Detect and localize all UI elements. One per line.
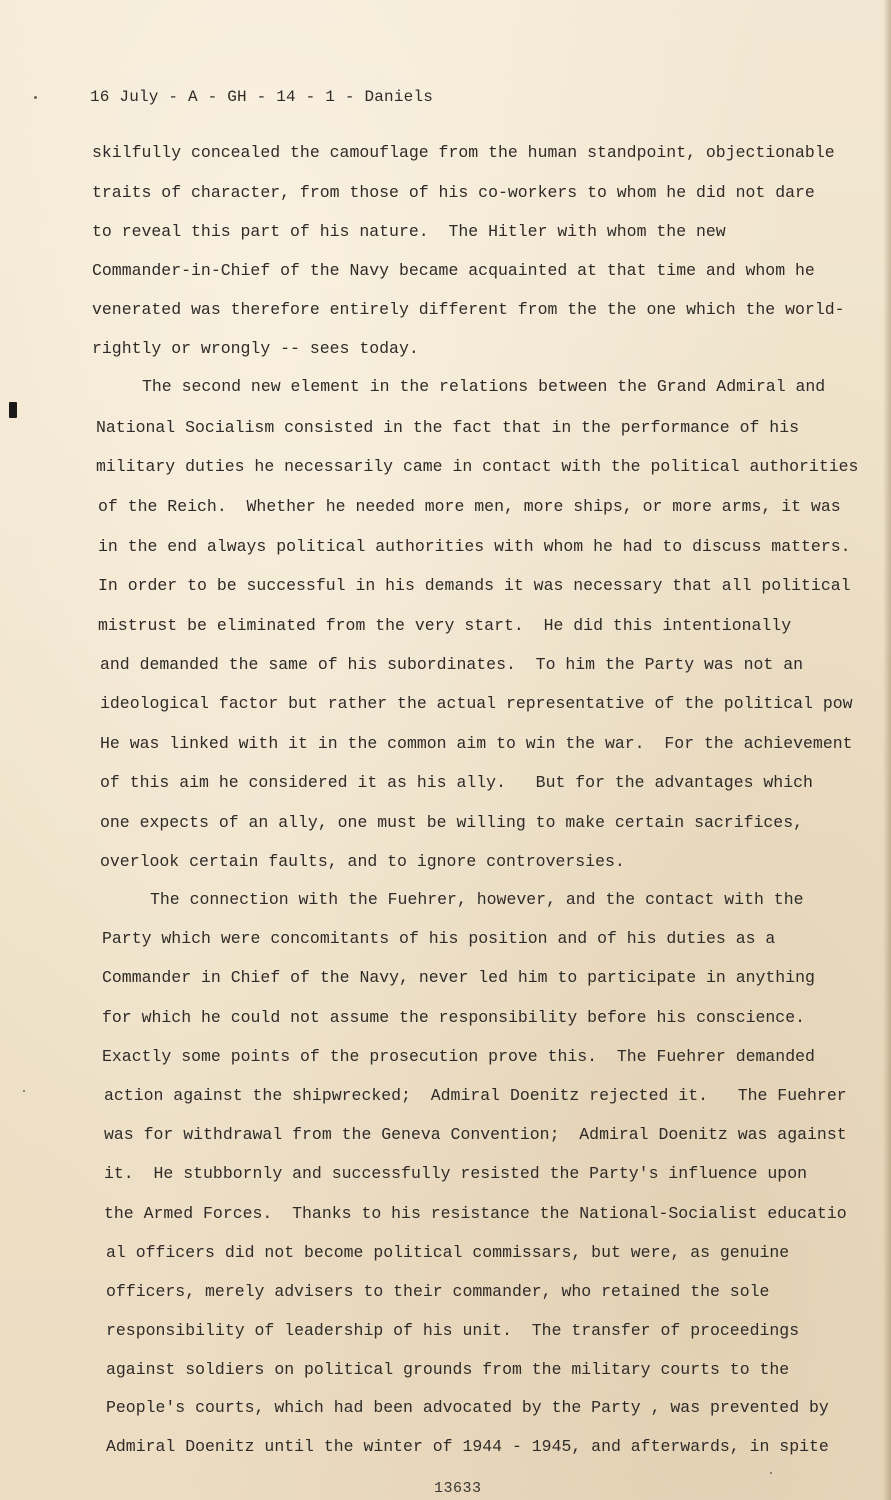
body-line-2: traits of character, from those of his co-workers to whom he did not dare (92, 183, 815, 202)
body-line-25: action against the shipwrecked; Admiral Doenitz rejected it. The Fuehrer (104, 1086, 847, 1105)
body-line-19: overlook certain faults, and to ignore controversies. (100, 852, 625, 871)
body-line-26: was for withdrawal from the Geneva Convention; Admiral Doenitz was against (104, 1125, 847, 1144)
paper-speck (23, 1090, 25, 1092)
body-line-11: in the end always political authorities with whom he had to discuss matters. (98, 537, 851, 556)
body-line-21: Party which were concomitants of his position and of his duties as a (102, 929, 776, 948)
body-line-1: skilfully concealed the camouflage from the human standpoint, objectionable (92, 143, 835, 162)
body-line-3: to reveal this part of his nature. The Hitler with whom the new (92, 222, 726, 241)
body-line-10: of the Reich. Whether he needed more men, more ships, or more arms, it was (98, 497, 841, 516)
body-line-12: In order to be successful in his demands it was necessary that all political (98, 576, 851, 595)
body-line-28: the Armed Forces. Thanks to his resistance the National-Socialist educatio (104, 1204, 847, 1223)
body-line-18: one expects of an ally, one must be willing to make certain sacrifices, (100, 813, 804, 832)
body-line-31: responsibility of leadership of his unit. The transfer of proceedings (106, 1321, 800, 1340)
page-header: 16 July - A - GH - 14 - 1 - Daniels (90, 88, 434, 106)
body-line-32: against soldiers on political grounds from the military courts to the (106, 1360, 790, 1379)
body-line-30: officers, merely advisers to their commander, who retained the sole (106, 1282, 770, 1301)
page-edge-shadow (883, 0, 891, 1500)
body-line-8: National Socialism consisted in the fact that in the performance of his (96, 418, 800, 437)
body-line-20: The connection with the Fuehrer, however, and the contact with the (150, 890, 804, 909)
body-line-29: al officers did not become political commissars, but were, as genuine (106, 1243, 790, 1262)
body-line-24: Exactly some points of the prosecution prove this. The Fuehrer demanded (102, 1047, 815, 1066)
body-line-27: it. He stubbornly and successfully resisted the Party's influence upon (104, 1164, 808, 1183)
binder-hole-mark (9, 402, 17, 418)
body-line-6: rightly or wrongly -- sees today. (92, 339, 419, 358)
body-line-22: Commander in Chief of the Navy, never led him to participate in anything (102, 968, 815, 987)
body-line-15: ideological factor but rather the actual representative of the political pow (100, 694, 853, 713)
body-line-5: venerated was therefore entirely different from the the one which the world- (92, 300, 845, 319)
body-line-17: of this aim he considered it as his ally. But for the advantages which (100, 773, 813, 792)
body-line-16: He was linked with it in the common aim to win the war. For the achievement (100, 734, 853, 753)
page-number: 13633 (434, 1480, 482, 1497)
body-line-23: for which he could not assume the responsibility before his conscience. (102, 1008, 806, 1027)
body-line-4: Commander-in-Chief of the Navy became acquainted at that time and whom he (92, 261, 815, 280)
paper-speck (770, 1472, 772, 1474)
body-line-34: Admiral Doenitz until the winter of 1944 - 1945, and afterwards, in spite (106, 1437, 829, 1456)
body-line-14: and demanded the same of his subordinates. To him the Party was not an (100, 655, 804, 674)
body-line-9: military duties he necessarily came in contact with the political authorities (96, 457, 859, 476)
body-line-13: mistrust be eliminated from the very start. He did this intentionally (98, 616, 792, 635)
body-line-33: People's courts, which had been advocated by the Party , was prevented by (106, 1398, 829, 1417)
paper-speck (34, 96, 37, 99)
body-line-7: The second new element in the relations between the Grand Admiral and (142, 377, 826, 396)
